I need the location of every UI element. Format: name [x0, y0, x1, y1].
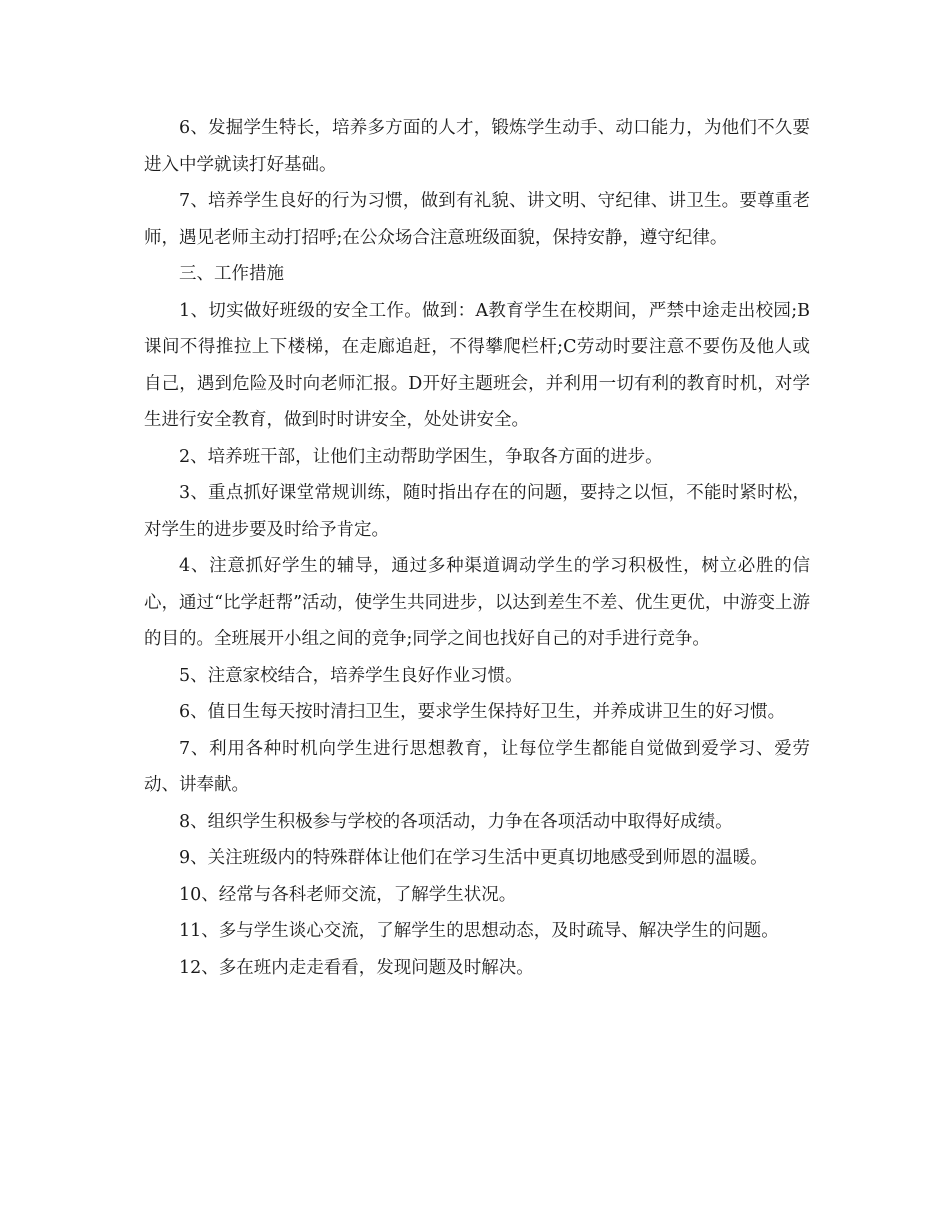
paragraph-goal-7: 7、培养学生良好的行为习惯，做到有礼貌、讲文明、守纪律、讲卫生。要尊重老师，遇见老师主动打招呼;在公众场合注意班级面貌，保持安静，遵守纪律。 [144, 191, 810, 248]
paragraph-measure-2: 2、培养班干部，让他们主动帮助学困生，争取各方面的进步。 [179, 446, 663, 467]
paragraph-measure-10: 10、经常与各科老师交流，了解学生状况。 [179, 884, 517, 905]
paragraph-measure-1: 1、切实做好班级的安全工作。做到：A教育学生在校期间，严禁中途走出校园;B课间不得推拉上下楼梯，在走廊追赶，不得攀爬栏杆;C劳动时要注意不要伤及他人或自己，遇到危险及时向老师汇报。D开好主题班会，并利用一切有利的教育时机，对学生进行安全教育，做到时时讲安全，处处讲安全。 [144, 300, 810, 430]
paragraph-measure-12: 12、多在班内走走看看，发现问题及时解决。 [179, 957, 534, 978]
paragraph-measure-6: 6、值日生每天按时清扫卫生，要求学生保持好卫生，并养成讲卫生的好习惯。 [179, 702, 786, 722]
paragraph-goal-6: 6、发掘学生特长，培养多方面的人才，锻炼学生动手、动口能力，为他们不久要进入中学就读打好基础。 [144, 118, 810, 175]
paragraph-measure-8: 8、组织学生积极参与学校的各项活动，力争在各项活动中取得好成绩。 [179, 811, 733, 832]
paragraph-measure-5: 5、注意家校结合，培养学生良好作业习惯。 [179, 665, 523, 686]
paragraph-measure-3: 3、重点抓好课堂常规训练，随时指出存在的问题，要持之以恒，不能时紧时松，对学生的进步要及时给予肯定。 [144, 483, 810, 540]
paragraph-measure-11: 11、多与学生谈心交流，了解学生的思想动态，及时疏导、解决学生的问题。 [179, 921, 779, 941]
paragraph-measure-4: 4、注意抓好学生的辅导，通过多种渠道调动学生的学习积极性，树立必胜的信心，通过“比学赶帮”活动，使学生共同进步，以达到差生不差、优生更优，中游变上游的目的。全班展开小组之间的竞争;同学之间也找好自己的对手进行竞争。 [144, 556, 810, 649]
paragraph-measure-9: 9、关注班级内的特殊群体让他们在学习生活中更真切地感受到师恩的温暖。 [179, 848, 768, 868]
section-heading-work-measures: 三、工作措施 [179, 264, 284, 284]
paragraph-measure-7: 7、利用各种时机向学生进行思想教育，让每位学生都能自觉做到爱学习、爱劳动、讲奉献。 [144, 738, 810, 795]
document-body [144, 110, 810, 986]
